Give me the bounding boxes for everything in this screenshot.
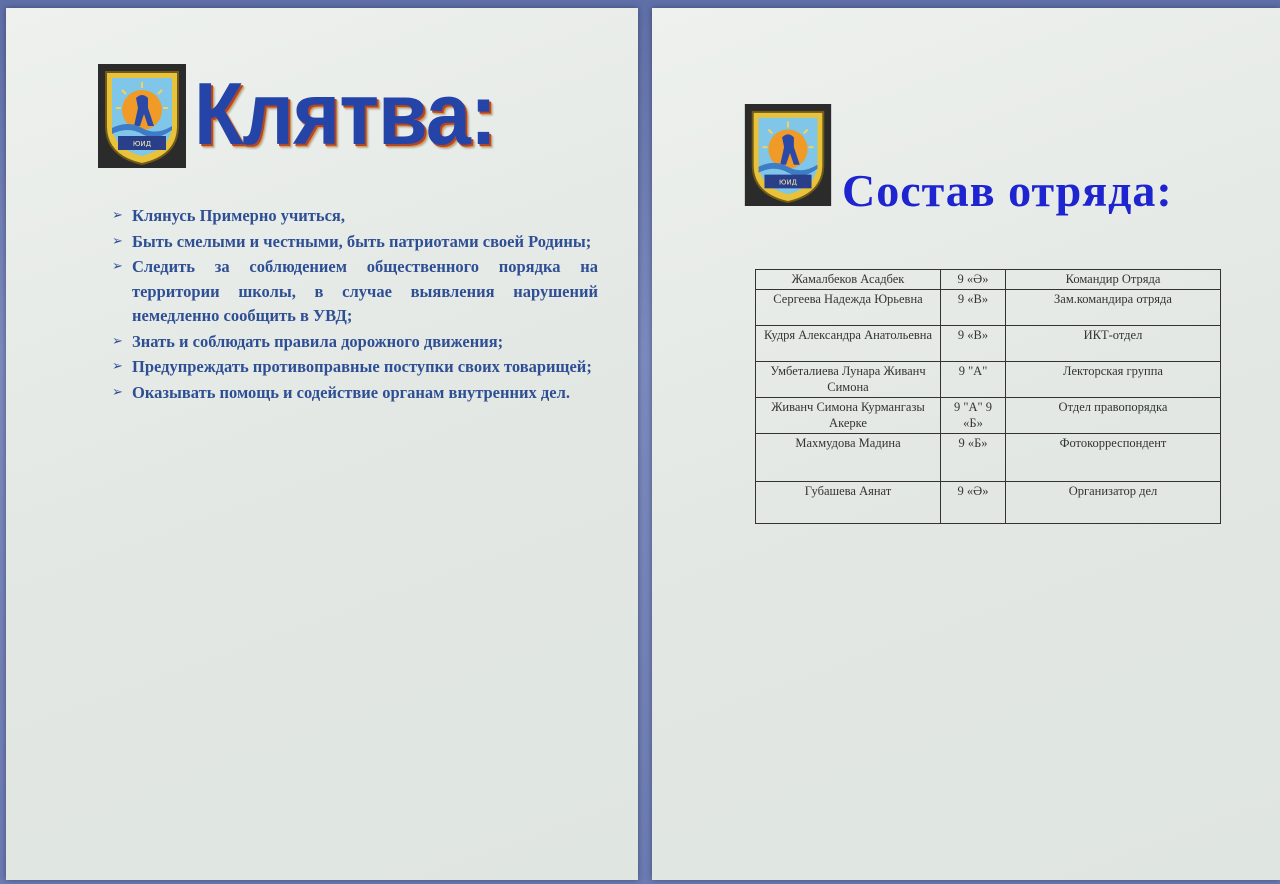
school-patrol-emblem-icon [744,104,832,206]
oath-item [112,381,598,406]
table-row [756,270,1221,290]
school-patrol-emblem-icon [98,64,186,168]
table-row [756,398,1221,434]
member-role: Лекторская группа [1006,362,1221,398]
member-class: 9 «Ә» [941,482,1006,524]
svg-text:ЮИД: ЮИД [779,178,797,187]
member-name: Кудря Александра Анатольевна [756,326,941,362]
arrow-bullet-icon: ➢ [112,359,123,374]
oath-item [112,204,598,229]
oath-item-text: Следить за соблюдением общественного порядка на территории школы, в случае выявления нарушений немедленно сообщить в УВД; [132,257,598,325]
oath-item-text: Клянусь Примерно учиться, [132,206,345,225]
member-role: Отдел правопорядка [1006,398,1221,434]
arrow-bullet-icon: ➢ [112,333,123,349]
member-role: Зам.командира отряда [1006,290,1221,326]
emblem-graphic [744,104,832,206]
oath-list [112,204,598,406]
member-class: 9 «В» [941,290,1006,326]
oath-item-text: Предупреждать противоправные поступки своих товарищей; [132,357,592,376]
arrow-bullet-icon: ➢ [112,384,123,400]
emblem-graphic [98,64,186,168]
member-name: Махмудова Мадина [756,434,941,482]
member-class: 9 «Ә» [941,270,1006,290]
oath-item-text: Быть смелыми и честными, быть патриотами своей Родины; [132,231,592,251]
member-class: 9 «Б» [941,434,1006,482]
svg-text:ЮИД: ЮИД [132,140,152,148]
table-row [756,290,1221,326]
member-role: ИКТ-отдел [1006,326,1221,362]
member-role: Командир Отряда [1006,270,1221,290]
oath-item-text: Знать и соблюдать правила дорожного движения; [132,331,504,351]
oath-item [112,355,598,380]
member-name: Жамалбеков Асадбек [756,270,941,290]
arrow-bullet-icon: ➢ [112,233,123,249]
member-role: Фотокорреспондент [1006,434,1221,482]
arrow-bullet-icon: ➢ [112,259,123,274]
oath-item [112,230,598,255]
oath-item [112,330,598,355]
member-class: 9 "А" [941,362,1006,398]
table-row [756,434,1221,482]
oath-item [112,255,598,329]
oath-page [6,8,638,880]
squad-title: Состав отряда: [842,165,1173,216]
member-name: Губашева Аянат [756,482,941,524]
member-class: 9 «В» [941,326,1006,362]
member-name: Сергеева Надежда Юрьевна [756,290,941,326]
oath-title: Клятва: [194,64,496,163]
member-role: Организатор дел [1006,482,1221,524]
roster-table [755,269,1221,524]
squad-page [652,8,1280,880]
arrow-bullet-icon: ➢ [112,208,123,223]
member-name: Живанч Симона Курмангазы Акерке [756,398,941,434]
table-row [756,326,1221,362]
member-name: Умбеталиева Лунара Живанч Симона [756,362,941,398]
table-row [756,482,1221,524]
member-class: 9 "А" 9 «Б» [941,398,1006,434]
table-row [756,362,1221,398]
oath-item-text: Оказывать помощь и содействие органам внутренних дел. [132,382,570,402]
